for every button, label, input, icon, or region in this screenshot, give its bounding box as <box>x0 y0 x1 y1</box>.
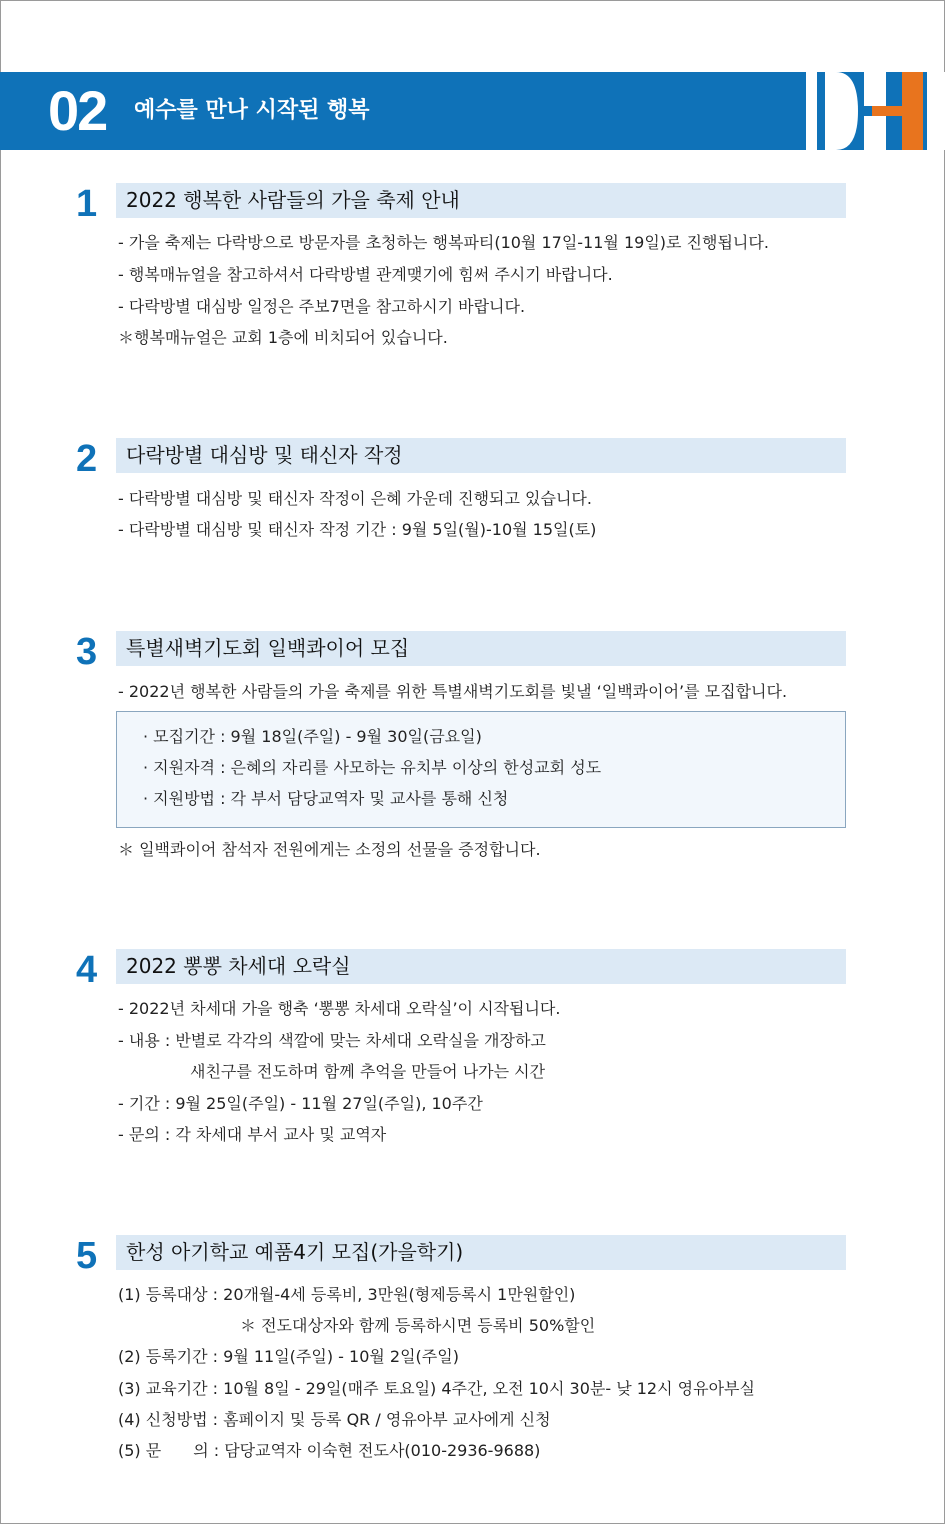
header-banner <box>0 72 945 150</box>
section-5-number: 5 <box>76 1235 98 1277</box>
section-1-header <box>116 183 846 218</box>
section-1-line-4: ＊행복매뉴얼은 교회 1층에 비치되어 있습니다. <box>118 328 448 347</box>
section-3-line-1: - 2022년 행복한 사람들의 가을 축제를 위한 특별새벽기도회를 빛낼 ‘일백콰이어’를 모집합니다. <box>118 682 788 701</box>
section-3-title: 특별새벽기도회 일백콰이어 모집 <box>126 636 410 660</box>
section-5-line-5: (4) 신청방법 : 홈페이지 및 등록 QR / 영유아부 교사에게 신청 <box>118 1410 551 1429</box>
section-1-line-1: - 가을 축제는 다락방으로 방문자를 초청하는 행복파티(10월 17일-11월 19일)로 진행됩니다. <box>118 233 769 252</box>
section-4-line-3: 새친구를 전도하며 함께 추억을 만들어 나가는 시간 <box>190 1062 546 1081</box>
section-2-title: 다락방별 대심방 및 태신자 작정 <box>126 443 403 467</box>
section-3-number: 3 <box>76 631 98 673</box>
section-4-title: 2022 뽕뽕 차세대 오락실 <box>126 954 351 978</box>
section-4-number: 4 <box>76 949 98 991</box>
section-5-title: 한성 아기학교 예품4기 모집(가을학기) <box>126 1240 464 1264</box>
recruit-eligibility: · 지원자격 : 은혜의 자리를 사모하는 유치부 이상의 한성교회 성도 <box>143 758 602 777</box>
section-2-line-2: - 다락방별 대심방 및 태신자 작정 기간 : 9월 5일(월)-10월 15일(토) <box>118 520 597 539</box>
section-3-header <box>116 631 846 666</box>
section-2-line-1: - 다락방별 대심방 및 태신자 작정이 은혜 가운데 진행되고 있습니다. <box>118 489 592 508</box>
section-5-line-6: (5) 문 의 : 담당교역자 이숙현 전도사(010-2936-9688) <box>118 1441 541 1460</box>
section-5-line-3: (2) 등록기간 : 9월 11일(주일) - 10월 2일(주일) <box>118 1347 459 1366</box>
section-5-line-4: (3) 교육기간 : 10월 8일 - 29일(매주 토요일) 4주간, 오전 10시 30분- 낮 12시 영유아부실 <box>118 1379 755 1398</box>
section-5-header <box>116 1235 846 1270</box>
section-1-line-2: - 행복매뉴얼을 참고하셔서 다락방별 관계맺기에 힘써 주시기 바랍니다. <box>118 265 613 284</box>
chapter-title: 예수를 만나 시작된 행복 <box>134 98 370 123</box>
section-5-line-1: (1) 등록대상 : 20개월-4세 등록비, 3만원(형제등록시 1만원할인) <box>118 1285 576 1304</box>
section-1-line-3: - 다락방별 대심방 일정은 주보7면을 참고하시기 바랍니다. <box>118 297 526 316</box>
section-3-note: ＊ 일백콰이어 참석자 전원에게는 소정의 선물을 증정합니다. <box>118 840 541 859</box>
section-1-title: 2022 행복한 사람들의 가을 축제 안내 <box>126 188 460 212</box>
chapter-number: 02 <box>48 79 107 142</box>
recruit-method: · 지원방법 : 각 부서 담당교역자 및 교사를 통해 신청 <box>143 789 509 808</box>
recruit-info-box <box>116 711 846 828</box>
section-5-line-2: ＊ 전도대상자와 함께 등록하시면 등록비 50%할인 <box>240 1316 596 1335</box>
section-1-number: 1 <box>76 183 98 225</box>
section-2-number: 2 <box>76 438 98 480</box>
section-4-line-5: - 문의 : 각 차세대 부서 교사 및 교역자 <box>118 1125 387 1144</box>
section-4-header <box>116 949 846 984</box>
section-4-line-2: - 내용 : 반별로 각각의 색깔에 맞는 차세대 오락실을 개장하고 <box>118 1031 546 1050</box>
recruit-period: · 모집기간 : 9월 18일(주일) - 9월 30일(금요일) <box>143 727 482 746</box>
section-4-line-4: - 기간 : 9월 25일(주일) - 11월 27일(주일), 10주간 <box>118 1094 483 1113</box>
church-logo-icon <box>806 72 945 150</box>
section-2-header <box>116 438 846 473</box>
section-4-line-1: - 2022년 차세대 가을 행축 ‘뽕뽕 차세대 오락실’이 시작됩니다. <box>118 999 561 1018</box>
